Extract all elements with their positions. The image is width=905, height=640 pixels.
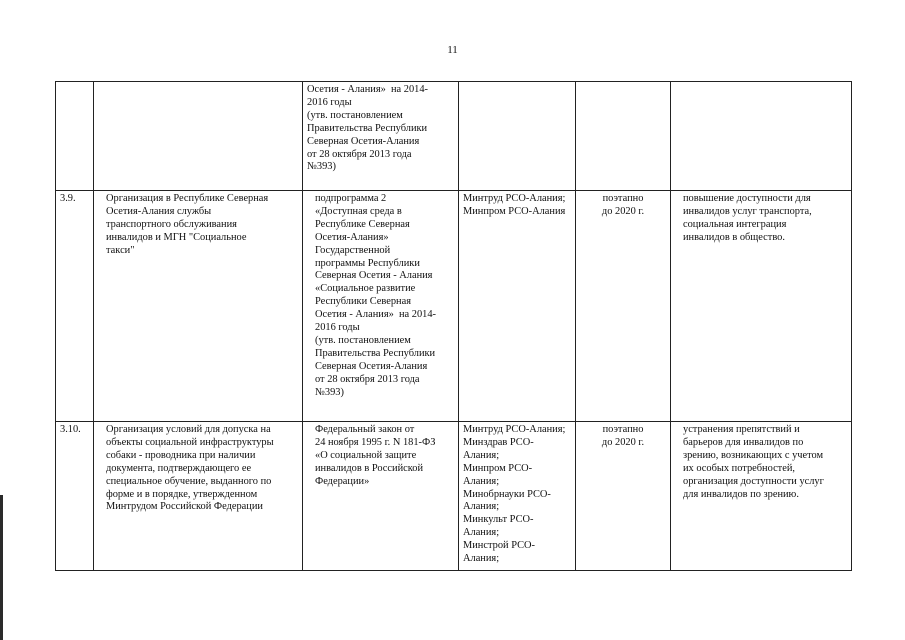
- cell-text-line: 2016 годы: [315, 322, 360, 334]
- executors-cell: [459, 82, 576, 191]
- executors-cell: [459, 422, 576, 571]
- cell-text-line: Алания;: [463, 501, 500, 513]
- cell-text-line: Осетия-Алания»: [315, 231, 389, 243]
- cell-text-line: Минтруд РСО-Алания;: [463, 193, 566, 204]
- table-row-continuation: [56, 82, 852, 191]
- cell-text-line: Правительства Республики: [307, 122, 428, 134]
- page-number: 11: [447, 44, 458, 56]
- cell-text-line: 24 ноября 1995 г. N 181-ФЗ: [315, 436, 436, 448]
- cell-text-line: 2016 годы: [307, 96, 352, 108]
- cell-text-line: поэтапно: [602, 424, 644, 435]
- cell-text-line: Минстрой РСО-: [463, 540, 535, 552]
- cell-text-line: организация доступности услуг: [683, 475, 824, 487]
- scan-margin-mark: [0, 495, 3, 640]
- cell-text-line: Правительства Республики: [315, 347, 436, 359]
- cell-text-line: Республики Северная: [315, 296, 411, 308]
- measure-name-cell: [94, 82, 303, 191]
- cell-text-line: инвалидов услуг транспорта,: [683, 205, 812, 217]
- cell-text-line: социальная интеграция: [683, 218, 787, 230]
- cell-text-line: «О социальной защите: [315, 449, 417, 461]
- cell-text-line: (утв. постановлением: [315, 334, 411, 346]
- row-number-cell: [56, 82, 94, 191]
- cell-text-line: инвалидов и МГН "Социальное: [106, 231, 247, 243]
- cell-text-line: Минздрав РСО-: [463, 436, 534, 448]
- measure-name-cell: [94, 422, 303, 571]
- cell-text-line: Алания;: [463, 527, 500, 539]
- expected-result-cell: [671, 422, 852, 571]
- cell-text-line: подпрограмма 2: [315, 193, 387, 204]
- cell-text-line: Минпром РСО-Алания: [463, 205, 566, 217]
- cell-text-line: Осетия - Алания» на 2014-: [315, 309, 436, 321]
- cell-text-line: поэтапно: [602, 193, 644, 204]
- table-row-3-9: [56, 191, 852, 422]
- cell-text-line: Государственной: [315, 244, 391, 256]
- cell-text-line: объекты социальной инфраструктуры: [106, 436, 274, 448]
- cell-text-line: специальное обучение, выданного по: [106, 475, 272, 487]
- cell-text-line: документа, подтверждающего ее: [106, 462, 252, 474]
- row-number-cell: 3.9.: [56, 191, 94, 422]
- cell-text-line: Минобрнауки РСО-: [463, 488, 551, 500]
- term-cell: [576, 82, 671, 191]
- cell-text-line: «Социальное развитие: [315, 283, 416, 295]
- cell-text-line: до 2020 г.: [601, 436, 645, 448]
- cell-text-line: Минтруд РСО-Алания;: [463, 424, 566, 435]
- cell-text-line: барьеров для инвалидов по: [683, 436, 804, 448]
- cell-text-line: для инвалидов по зрению.: [683, 488, 799, 500]
- cell-text-line: Алания;: [463, 449, 500, 461]
- cell-text-line: №393): [315, 386, 344, 398]
- cell-text-line: транспортного обслуживания: [106, 218, 237, 230]
- cell-text-line: Осетия-Алания службы: [106, 205, 212, 217]
- cell-text-line: Организация условий для допуска на: [106, 424, 271, 435]
- cell-text-line: Федеральный закон от: [315, 424, 415, 435]
- cell-text-line: Алания;: [463, 553, 500, 565]
- term-cell: [576, 422, 671, 571]
- cell-text-line: программы Республики: [315, 257, 420, 269]
- cell-text-line: форме и в порядке, утвержденном: [106, 488, 258, 500]
- legal-basis-cell: [303, 422, 459, 571]
- cell-text-line: Северная Осетия-Алания: [315, 360, 428, 372]
- cell-text-line: такси": [106, 244, 135, 256]
- legal-basis-cell: [303, 191, 459, 422]
- cell-text-line: Северная Осетия - Алания: [315, 270, 433, 282]
- cell-text-line: №393): [307, 161, 336, 173]
- measure-name-cell: [94, 191, 303, 422]
- cell-text-line: инвалидов в Российской: [315, 462, 424, 474]
- cell-text-line: от 28 октября 2013 года: [307, 148, 412, 160]
- cell-text-line: Северная Осетия-Алания: [307, 135, 420, 147]
- cell-text-line: Минтрудом Российской Федерации: [106, 501, 263, 513]
- cell-text-line: инвалидов в общество.: [683, 231, 785, 243]
- cell-text-line: их особых потребностей,: [683, 462, 795, 474]
- table-row-3-10: [56, 422, 852, 571]
- cell-text-line: Организация в Республике Северная: [106, 193, 269, 204]
- expected-result-cell: [671, 82, 852, 191]
- cell-text-line: Осетия - Алания» на 2014-: [307, 84, 428, 95]
- cell-text-line: Федерации»: [315, 475, 370, 487]
- measures-table: [55, 81, 852, 571]
- cell-text-line: до 2020 г.: [601, 205, 645, 217]
- cell-text-line: зрению, возникающих с учетом: [683, 449, 824, 461]
- executors-cell: [459, 191, 576, 422]
- cell-text-line: Минпром РСО-: [463, 462, 533, 474]
- expected-result-cell: [671, 191, 852, 422]
- cell-text-line: повышение доступности для: [683, 193, 811, 204]
- cell-text-line: «Доступная среда в: [315, 205, 402, 217]
- legal-basis-cell: [303, 82, 459, 191]
- cell-text-line: собаки - проводника при наличии: [106, 449, 256, 461]
- cell-text-line: (утв. постановлением: [307, 109, 403, 121]
- cell-text-line: Минкульт РСО-: [463, 514, 534, 526]
- term-cell: [576, 191, 671, 422]
- cell-text-line: Республике Северная: [315, 218, 410, 230]
- row-number-cell: 3.10.: [56, 422, 94, 571]
- cell-text-line: устранения препятствий и: [683, 424, 800, 435]
- cell-text-line: от 28 октября 2013 года: [315, 373, 420, 385]
- cell-text-line: Алания;: [463, 475, 500, 487]
